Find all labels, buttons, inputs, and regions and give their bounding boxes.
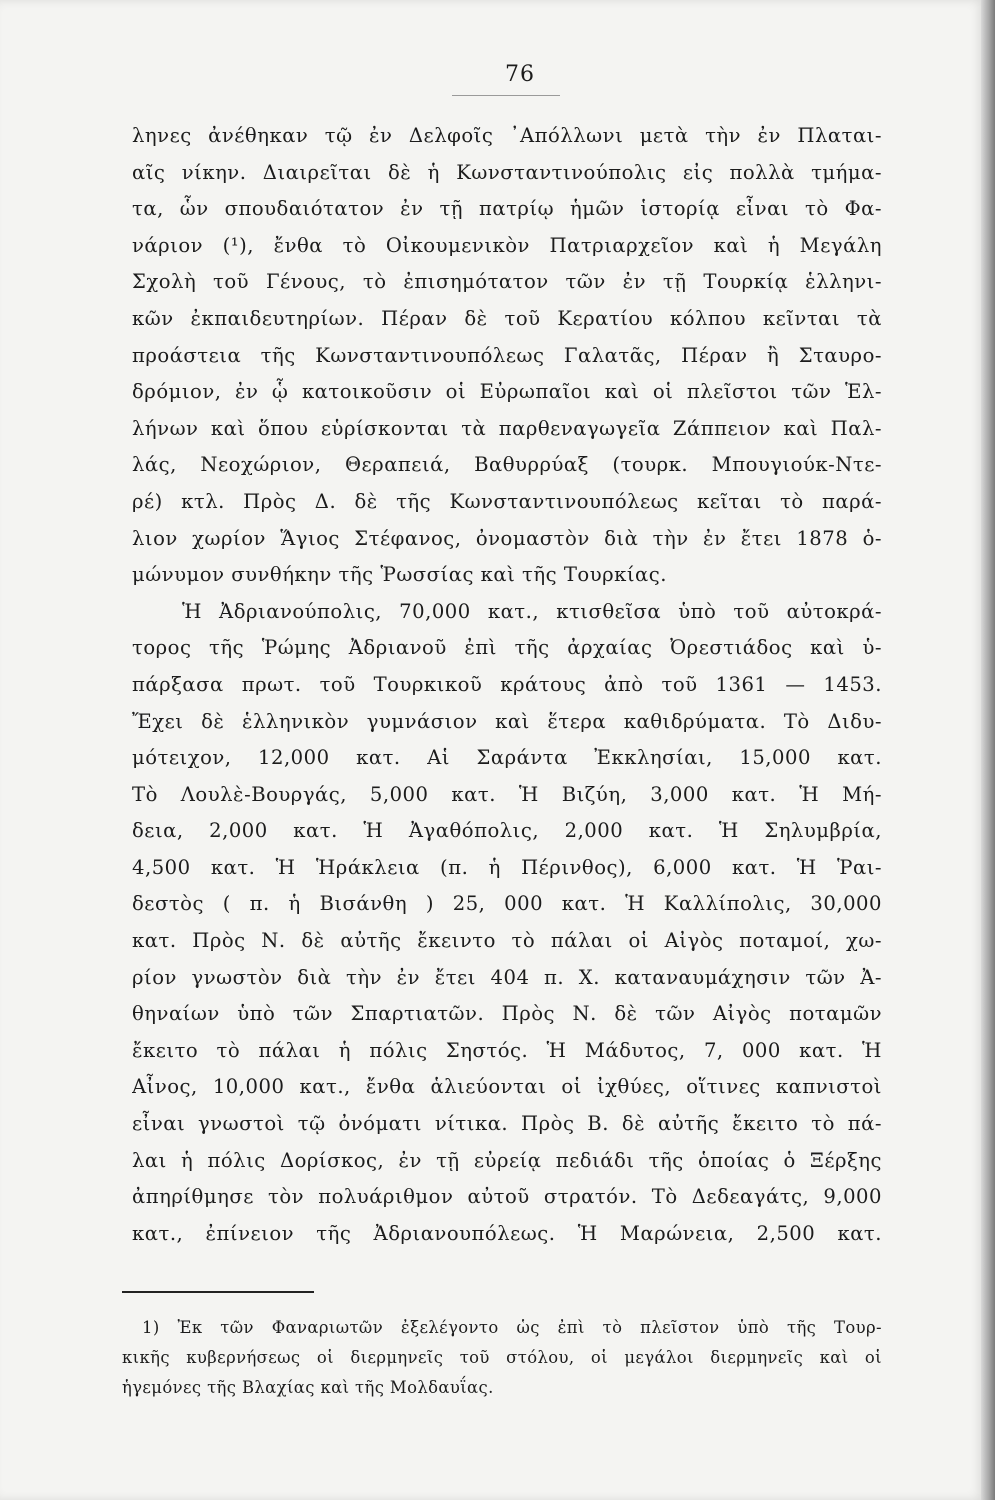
text-line: δεια, 2,000 κατ. Ἡ Ἀγαθόπολις, 2,000 κατ. Ἡ Σηλυμβρία, [132, 819, 882, 843]
text-line: πάρξασα πρωτ. τοῦ Τουρκικοῦ κράτους ἀπὸ τοῦ 1361 — 1453. [132, 672, 882, 696]
text-line: Αἶνος, 10,000 κατ., ἔνθα ἁλιεύονται οἱ ἰχθύες, οἵτινες καπνιστοὶ [132, 1075, 882, 1099]
text-line: μώνυμον συνθήκην τῆς Ῥωσσίας καὶ τῆς Τουρκίας. [132, 563, 667, 587]
text-line: ἀπηρίθμησε τὸν πολυάριθμον αὐτοῦ στρατόν. Τὸ Δεδεαγάτς, 9,000 [132, 1185, 882, 1209]
text-line: λιον χωρίον Ἅγιος Στέφανος, ὀνομαστὸν διὰ τὴν ἐν ἔτει 1878 ὁ- [132, 526, 882, 550]
text-line: δρόμιον, ἐν ᾧ κατοικοῦσιν οἱ Εὐρωπαῖοι καὶ οἱ πλεῖστοι τῶν Ἑλ- [132, 380, 882, 404]
text-line: θηναίων ὑπὸ τῶν Σπαρτιατῶν. Πρὸς Ν. δὲ τῶν Αἰγὸς ποταμῶν [132, 1002, 882, 1026]
text-line: τορος τῆς Ῥώμης Ἀδριανοῦ ἐπὶ τῆς ἀρχαίας Ὀρεστιάδος καὶ ὑ- [132, 636, 882, 660]
text-line: λήνων καὶ ὅπου εὑρίσκονται τὰ παρθεναγωγεῖα Ζάππειον καὶ Παλ- [132, 416, 882, 440]
page-edge-shadow [981, 0, 995, 1500]
text-line: Σχολὴ τοῦ Γένους, τὸ ἐπισημότατον τῶν ἐν τῇ Τουρκίᾳ ἑλληνι- [132, 270, 882, 294]
text-line: ληνες ἀνέθηκαν τῷ ἐν Δελφοῖς ᾿Απόλλωνι μετὰ τὴν ἐν Πλαται- [132, 124, 882, 147]
text-line: λάς, Νεοχώριον, Θεραπειά, Βαθυρρύαξ (τουρκ. Μπουγιούκ-Ντε- [132, 453, 882, 477]
page-number: 76 [505, 62, 535, 87]
text-line: κῶν ἐκπαιδευτηρίων. Πέραν δὲ τοῦ Κερατίου κόλπου κεῖνται τὰ [132, 306, 882, 330]
text-line: εἶναι γνωστοὶ τῷ ὀνόματι νίτικα. Πρὸς Β. δὲ αὐτῆς ἔκειτο τὸ πά- [132, 1112, 882, 1136]
text-line: μότειχον, 12,000 κατ. Αἱ Σαράντα Ἐκκλησίαι, 15,000 κατ. [132, 746, 882, 770]
text-line: ἔκειτο τὸ πάλαι ἡ πόλις Σηστός. Ἡ Μάδυτος, 7, 000 κατ. Ἡ [132, 1038, 882, 1062]
footnote-line: ἡγεμόνες τῆς Βλαχίας καὶ τῆς Μολδαυΐας. [122, 1378, 494, 1397]
text-line: ρέ) κτλ. Πρὸς Δ. δὲ τῆς Κωνσταντινουπόλεως κεῖται τὸ παρά- [132, 489, 882, 513]
text-line: Ἔχει δὲ ἑλληνικὸν γυμνάσιον καὶ ἕτερα καθιδρύματα. Τὸ Διδυ- [132, 709, 882, 733]
text-line: νάριον (¹), ἔνθα τὸ Οἰκουμενικὸν Πατριαρχεῖον καὶ ἡ Μεγάλη [132, 233, 882, 257]
text-line: κατ., ἐπίνειον τῆς Ἀδριανουπόλεως. Ἡ Μαρώνεια, 2,500 κατ. [132, 1221, 882, 1245]
text-line: ρίον γνωστὸν διὰ τὴν ἐν ἔτει 404 π. Χ. καταναυμάχησιν τῶν Ἀ- [132, 965, 882, 989]
text-line: κατ. Πρὸς Ν. δὲ αὐτῆς ἔκειντο τὸ πάλαι οἱ Αἰγὸς ποταμοί, χω- [132, 929, 882, 953]
footnote-line: κικῆς κυβερνήσεως οἱ διερμηνεῖς τοῦ στόλου, οἱ μεγάλοι διερμηνεῖς καὶ οἱ [122, 1348, 882, 1367]
footnote-separator [122, 1291, 314, 1293]
text-line: αῖς νίκην. Διαιρεῖται δὲ ἡ Κωνσταντινούπολις εἰς πολλὰ τμήμα- [132, 160, 882, 184]
body-text [132, 118, 882, 1252]
text-line: 4,500 κατ. Ἡ Ἡράκλεια (π. ἡ Πέρινθος), 6,000 κατ. Ἡ Ῥαι- [132, 855, 882, 879]
footnote-line: 1) Ἐκ τῶν Φαναριωτῶν ἐξελέγοντο ὡς ἐπὶ τὸ πλεῖστον ὑπὸ τῆς Τουρ- [142, 1318, 882, 1337]
text-line: Ἡ Ἀδριανούπολις, 70,000 κατ., κτισθεῖσα ὑπὸ τοῦ αὐτοκρά- [182, 599, 882, 623]
text-line: τα, ὧν σπουδαιότατον ἐν τῇ πατρίῳ ἡμῶν ἱστορίᾳ εἶναι τὸ Φα- [132, 197, 882, 221]
text-line: Τὸ Λουλὲ-Βουργάς, 5,000 κατ. Ἡ Βιζύη, 3,000 κατ. Ἡ Μή- [132, 782, 882, 806]
text-line: λαι ἡ πόλις Δορίσκος, ἐν τῇ εὐρείᾳ πεδιάδι τῆς ὁποίας ὁ Ξέρξης [132, 1148, 882, 1172]
page-number-rule [452, 95, 560, 96]
footnotes [122, 1313, 882, 1403]
text-line: δεστὸς ( π. ἡ Βισάνθη ) 25, 000 κατ. Ἡ Καλλίπολις, 30,000 [132, 892, 882, 916]
text-line: προάστεια τῆς Κωνσταντινουπόλεως Γαλατᾶς, Πέραν ἢ Σταυρο- [132, 343, 882, 367]
